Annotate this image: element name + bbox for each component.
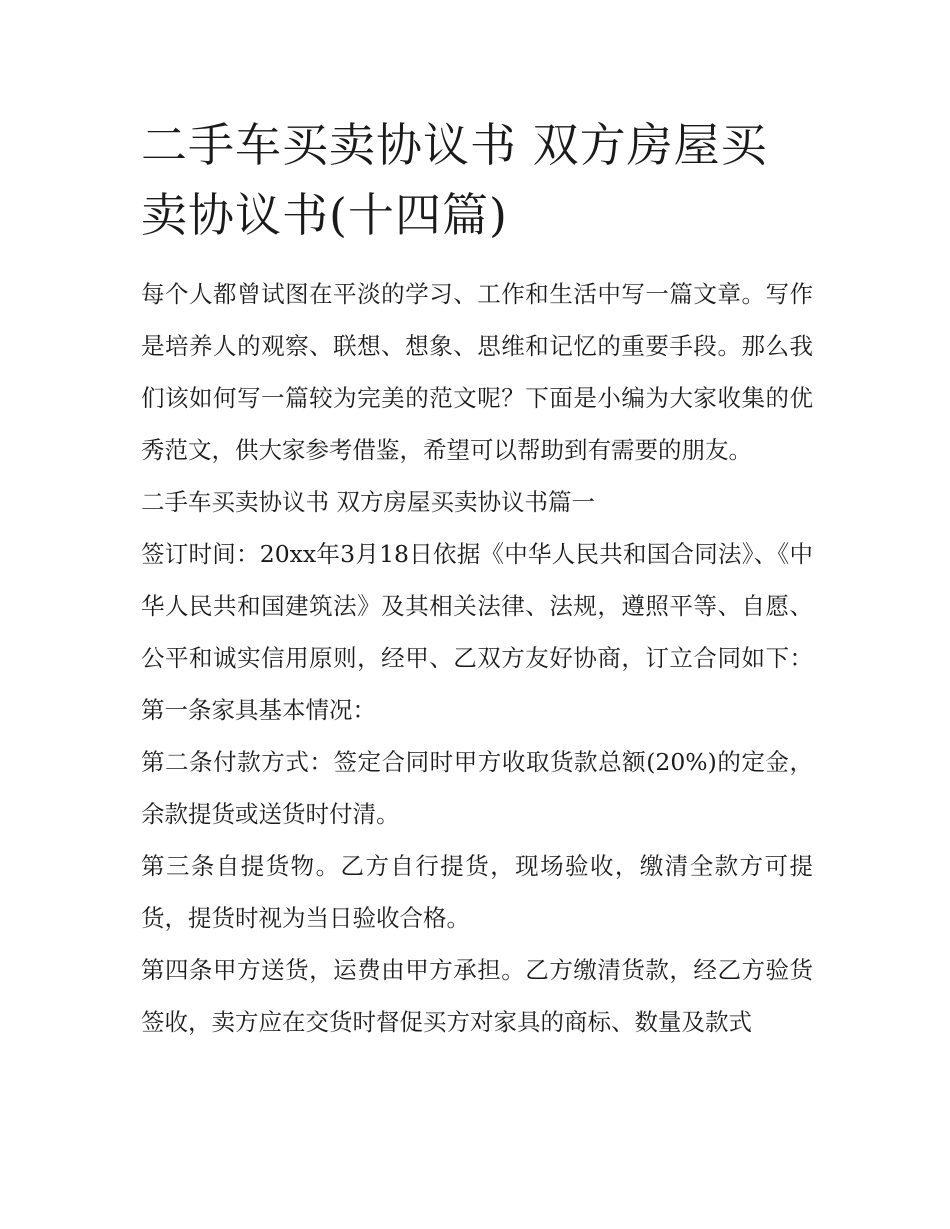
signing-paragraph: 签订时间：20xx年3月18日依据《中华人民共和国合同法》、《中华人民共和国建筑法》及其相关法律、法规，遵照平等、自愿、公平和诚实信用原则，经甲、乙双方友好协商，订立合同如下：第一条家具基本情况： <box>141 540 813 724</box>
intro-paragraph: 每个人都曾试图在平淡的学习、工作和生活中写一篇文章。写作是培养人的观察、联想、想象、思维和记忆的重要手段。那么我们该如何写一篇较为完美的范文呢？下面是小编为大家收集的优秀范文，供大家参考借鉴，希望可以帮助到有需要的朋友。 <box>141 280 813 464</box>
document-title: 二手车买卖协议书 双方房屋买卖协议书(十四篇) <box>141 118 768 242</box>
article-2-paragraph: 第二条付款方式：签定合同时甲方收取货款总额(20%)的定金，余款提货或送货时付清。 <box>141 748 813 828</box>
document-body <box>141 110 813 1048</box>
section-heading: 二手车买卖协议书 双方房屋买卖协议书篇一 <box>141 488 595 516</box>
article-4-paragraph: 第四条甲方送货，运费由甲方承担。乙方缴清货款，经乙方验货签收，卖方应在交货时督促买方对家具的商标、数量及款式 <box>141 956 813 1036</box>
article-3-paragraph: 第三条自提货物。乙方自行提货，现场验收，缴清全款方可提货，提货时视为当日验收合格。 <box>141 852 813 932</box>
